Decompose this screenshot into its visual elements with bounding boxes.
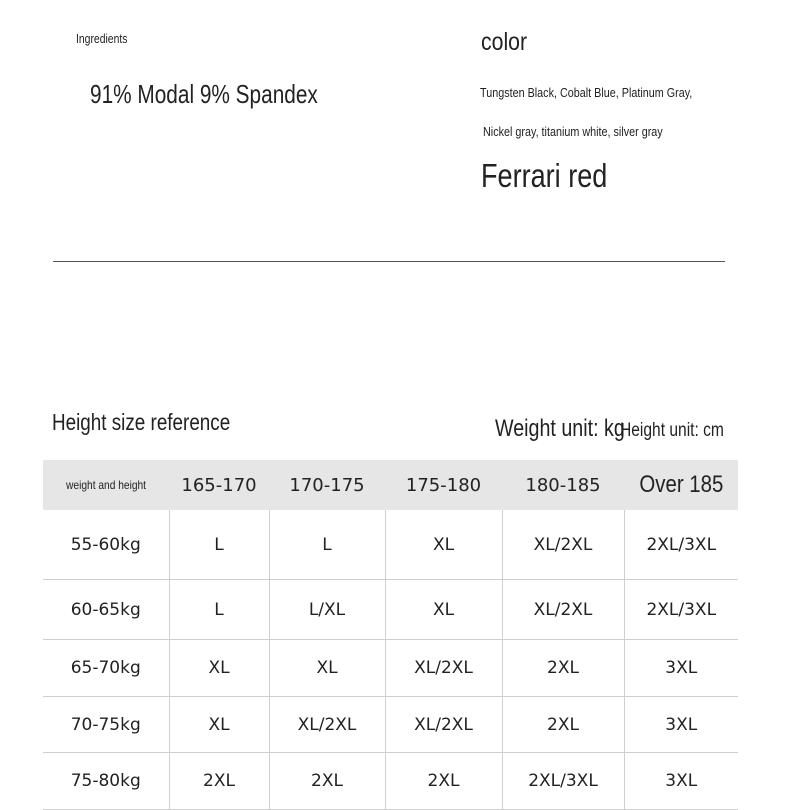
table-row-header: 75-80kg [43, 753, 169, 810]
table-column-header: 165-170 [169, 460, 269, 510]
table-column-header [624, 460, 738, 510]
table-cell: 2XL [169, 753, 269, 810]
table-row-header: 55-60kg [43, 510, 169, 580]
table-row-header: 70-75kg [43, 697, 169, 753]
ingredients-label-text: Ingredients [76, 31, 128, 46]
height-unit-label [620, 420, 747, 442]
ingredients-label [76, 31, 140, 46]
table-row-header: 60-65kg [43, 580, 169, 640]
table-corner-header-text: weight and height [66, 478, 146, 492]
table-cell: 2XL [269, 753, 385, 810]
table-row [43, 580, 738, 640]
ingredients-value [90, 79, 375, 110]
color-options-line-1-text: Tungsten Black, Cobalt Blue, Platinum Gray, [480, 85, 693, 100]
table-row-header: 65-70kg [43, 640, 169, 697]
color-label-text: color [481, 28, 528, 56]
ingredients-value-text: 91% Modal 9% Spandex [90, 79, 318, 109]
table-cell: XL [169, 640, 269, 697]
table-cell: 3XL [624, 640, 738, 697]
featured-color-text: Ferrari red [481, 157, 608, 194]
color-options-line-2 [483, 124, 700, 139]
table-row [43, 510, 738, 580]
table-cell: 2XL [502, 640, 624, 697]
table-cell: 2XL/3XL [624, 510, 738, 580]
table-row [43, 640, 738, 697]
table-cell: XL [169, 697, 269, 753]
table-cell: 3XL [624, 753, 738, 810]
size-table-title [52, 409, 269, 436]
table-cell: XL [385, 580, 502, 640]
table-cell: L [169, 580, 269, 640]
color-options-line-2-text: Nickel gray, titanium white, silver gray [483, 124, 663, 139]
size-table-title-text: Height size reference [52, 409, 231, 435]
height-unit-text: Height unit: cm [620, 420, 724, 441]
table-cell: XL/2XL [385, 697, 502, 753]
table-cell: XL/2XL [502, 580, 624, 640]
color-label [481, 28, 535, 57]
table-cell: L [169, 510, 269, 580]
table-header-row [43, 460, 738, 510]
table-cell: 2XL/3XL [502, 753, 624, 810]
table-cell: 2XL/3XL [624, 580, 738, 640]
color-options-line-1 [480, 85, 736, 100]
table-cell: XL/2XL [385, 640, 502, 697]
weight-unit-text: Weight unit: kg [495, 415, 625, 442]
table-cell: XL [385, 510, 502, 580]
table-cell: 3XL [624, 697, 738, 753]
table-corner-header [43, 460, 169, 510]
table-cell: XL/2XL [502, 510, 624, 580]
table-cell: XL [269, 640, 385, 697]
table-cell: L/XL [269, 580, 385, 640]
table-row [43, 753, 738, 810]
table-column-header: 175-180 [385, 460, 502, 510]
table-column-header-text: Over 185 [639, 471, 723, 498]
size-reference-table [43, 460, 738, 810]
featured-color [481, 157, 635, 195]
section-divider [53, 261, 725, 262]
table-column-header: 170-175 [269, 460, 385, 510]
table-row [43, 697, 738, 753]
table-cell: 2XL [502, 697, 624, 753]
table-cell: L [269, 510, 385, 580]
table-cell: XL/2XL [269, 697, 385, 753]
table-cell: 2XL [385, 753, 502, 810]
table-column-header: 180-185 [502, 460, 624, 510]
